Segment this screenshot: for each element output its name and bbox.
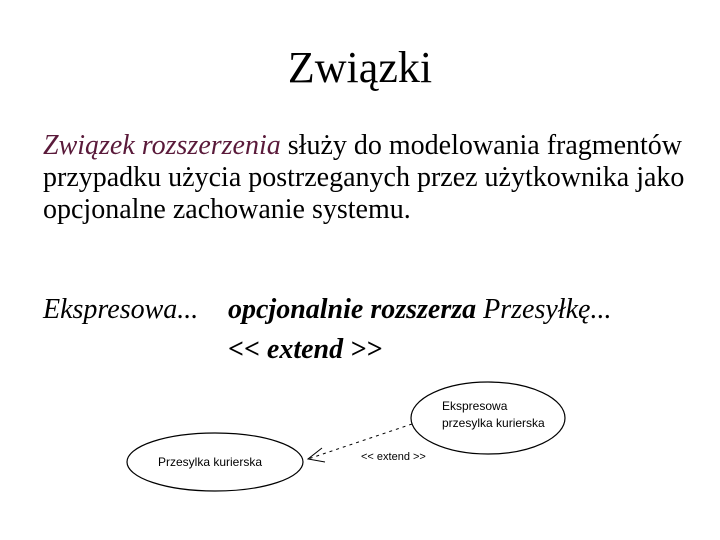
- example-verb: opcjonalnie rozszerza: [228, 294, 477, 325]
- use-case-base-label: Przesylka kurierska: [158, 455, 263, 469]
- extend-arrowhead-icon: [308, 448, 325, 462]
- example-base-case: Przesyłkę...: [476, 294, 612, 325]
- definition-term: Związek rozszerzenia: [43, 130, 281, 161]
- example-stereotype: << extend >>: [228, 334, 383, 365]
- example-extending-case: Ekspresowa...: [43, 294, 199, 325]
- use-case-extending-label-line1: Ekspresowa: [442, 399, 508, 413]
- slide-title: Związki: [287, 43, 433, 92]
- extend-relation-label: << extend >>: [361, 451, 426, 463]
- use-case-extending-label-line2: przesylka kurierska: [442, 416, 545, 430]
- definition-text: służy do modelowania fragmentów przypadku użycia postrzeganych przez użytkownika jako opcjonalne zachowanie systemu.: [43, 130, 685, 225]
